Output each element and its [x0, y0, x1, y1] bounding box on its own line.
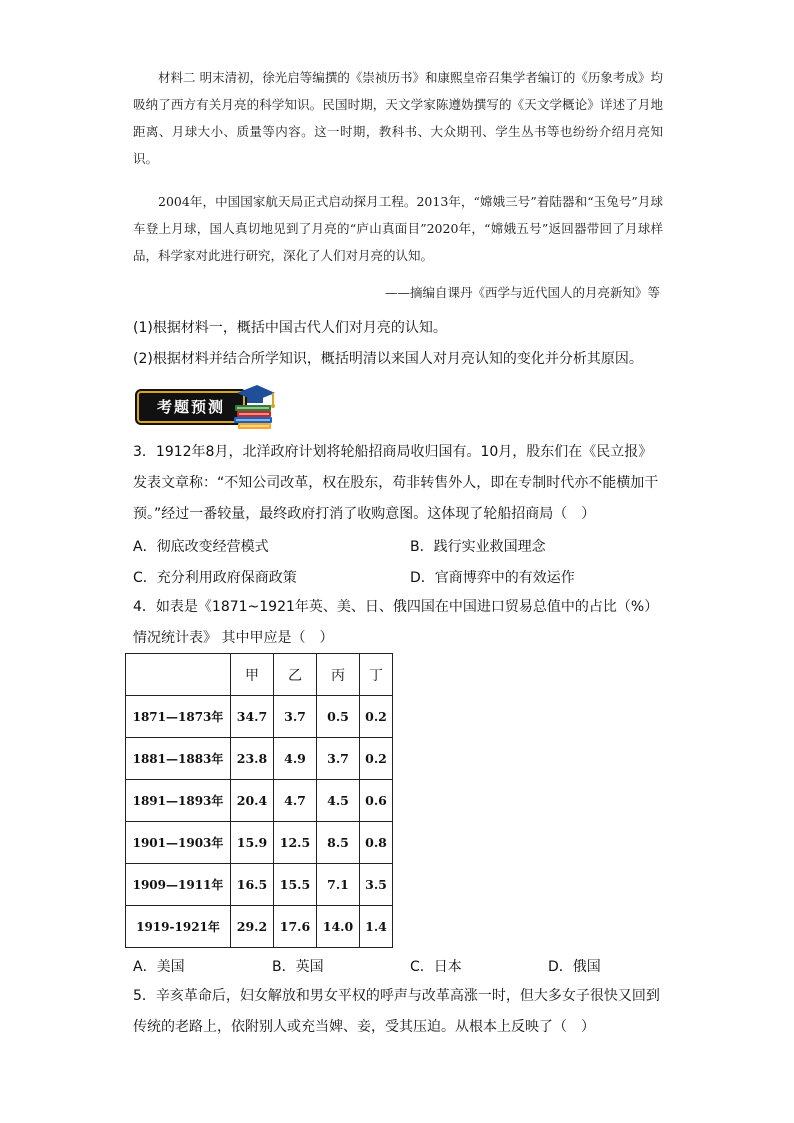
- table-cell: 17.6: [274, 906, 317, 948]
- trade-share-table: [125, 653, 393, 948]
- table-row: [126, 822, 393, 864]
- table-cell: 20.4: [231, 780, 274, 822]
- table-header-cell: 丁: [360, 654, 393, 696]
- question-5-text: 5．辛亥革命后，妇女解放和男女平权的呼声与改革高涨一时，但大多女子很快又回到传统的老路上，依附别人或充当婢、妾，受其压迫。从根本上反映了（ ）: [133, 988, 660, 1035]
- table-header-cell: 甲: [231, 654, 274, 696]
- option-b[interactable]: B．英国: [272, 959, 324, 975]
- table-cell: 0.2: [360, 696, 393, 738]
- table-cell: 12.5: [274, 822, 317, 864]
- material-text: 材料二 明末清初，徐光启等编撰的《崇祯历书》和康熙皇帝召集学者编订的《历象考成》均吸纳了西方有关月亮的科学知识。民国时期，天文学家陈遵妫撰写的《天文学概论》详述了月地距离、月球大小、质量等内容。这一时期，教科书、大众期刊、学生丛书等也纷纷介绍月亮知识。: [133, 70, 663, 166]
- material-text: 2004年，中国国家航天局正式启动探月工程。2013年，“嫦娥三号”着陆器和“玉兔号”月球车登上月球，国人真切地见到了月亮的“庐山真面目”2020年，“嫦娥五号”返回器带回了月球样品，科学家对此进行研究，深化了人们对月亮的认知。: [133, 194, 663, 263]
- table-row: [126, 906, 393, 948]
- books-graduation-cap-icon: [229, 383, 277, 433]
- table-cell: 3.5: [360, 864, 393, 906]
- table-cell: 4.9: [274, 738, 317, 780]
- table-cell: 7.1: [317, 864, 360, 906]
- option-d[interactable]: D．官商博弈中的有效运作: [410, 570, 575, 586]
- material-source: ——摘编自课丹《西学与近代国人的月亮新知》等: [384, 285, 660, 300]
- question-4-text: 4．如表是《1871~1921年英、美、日、俄四国在中国进口贸易总值中的占比（%）情况统计表》 其中甲应是（ ）: [133, 599, 659, 646]
- table-cell-period: 1871—1873年: [126, 696, 231, 738]
- table-header-cell: [126, 654, 231, 696]
- table-cell: 15.5: [274, 864, 317, 906]
- table-cell-period: 1891—1893年: [126, 780, 231, 822]
- option-c[interactable]: C．日本: [410, 959, 462, 975]
- table-row: [126, 696, 393, 738]
- badge-label: 考题预测: [137, 391, 245, 423]
- table-cell: 23.8: [231, 738, 274, 780]
- material-paragraph-1: [133, 64, 663, 172]
- subquestion-1: (1)根据材料一，概括中国古代人们对月亮的认知。: [133, 320, 447, 336]
- question-3-text: 3．1912年8月，北洋政府计划将轮船招商局收归国有。10月，股东们在《民立报》发表文章称：“不知公司改革，权在股东，苟非转售外人，即在专制时代亦不能横加干预。”经过一番较量，最终政府打消了收购意图。这体现了轮船招商局（ ）: [133, 444, 659, 522]
- table-cell: 8.5: [317, 822, 360, 864]
- option-d[interactable]: D．俄国: [548, 959, 601, 975]
- table-cell: 16.5: [231, 864, 274, 906]
- option-b[interactable]: B．践行实业救国理念: [410, 539, 546, 555]
- table-cell: 0.2: [360, 738, 393, 780]
- table-cell: 29.2: [231, 906, 274, 948]
- table-cell-period: 1901—1903年: [126, 822, 231, 864]
- table-cell: 3.7: [274, 696, 317, 738]
- section-badge: [133, 383, 278, 433]
- table-cell: 3.7: [317, 738, 360, 780]
- table-cell-period: 1881—1883年: [126, 738, 231, 780]
- table-header-cell: 丙: [317, 654, 360, 696]
- table-cell: 1.4: [360, 906, 393, 948]
- option-a[interactable]: A．彻底改变经营模式: [133, 539, 269, 555]
- table-header-row: [126, 654, 393, 696]
- subquestion-2: (2)根据材料并结合所学知识，概括明清以来国人对月亮认知的变化并分析其原因。: [133, 351, 643, 367]
- table-row: [126, 864, 393, 906]
- table-cell: 15.9: [231, 822, 274, 864]
- option-c[interactable]: C．充分利用政府保商政策: [133, 570, 297, 586]
- table-cell: 34.7: [231, 696, 274, 738]
- table-cell: 0.8: [360, 822, 393, 864]
- table-cell: 0.6: [360, 780, 393, 822]
- table-header-cell: 乙: [274, 654, 317, 696]
- material-paragraph-2: [133, 188, 663, 269]
- table-cell-period: 1909—1911年: [126, 864, 231, 906]
- table-cell: 4.5: [317, 780, 360, 822]
- table-cell: 4.7: [274, 780, 317, 822]
- table-row: [126, 780, 393, 822]
- table-cell-period: 1919-1921年: [126, 906, 231, 948]
- option-a[interactable]: A．美国: [133, 959, 185, 975]
- table-cell: 0.5: [317, 696, 360, 738]
- table-row: [126, 738, 393, 780]
- table-cell: 14.0: [317, 906, 360, 948]
